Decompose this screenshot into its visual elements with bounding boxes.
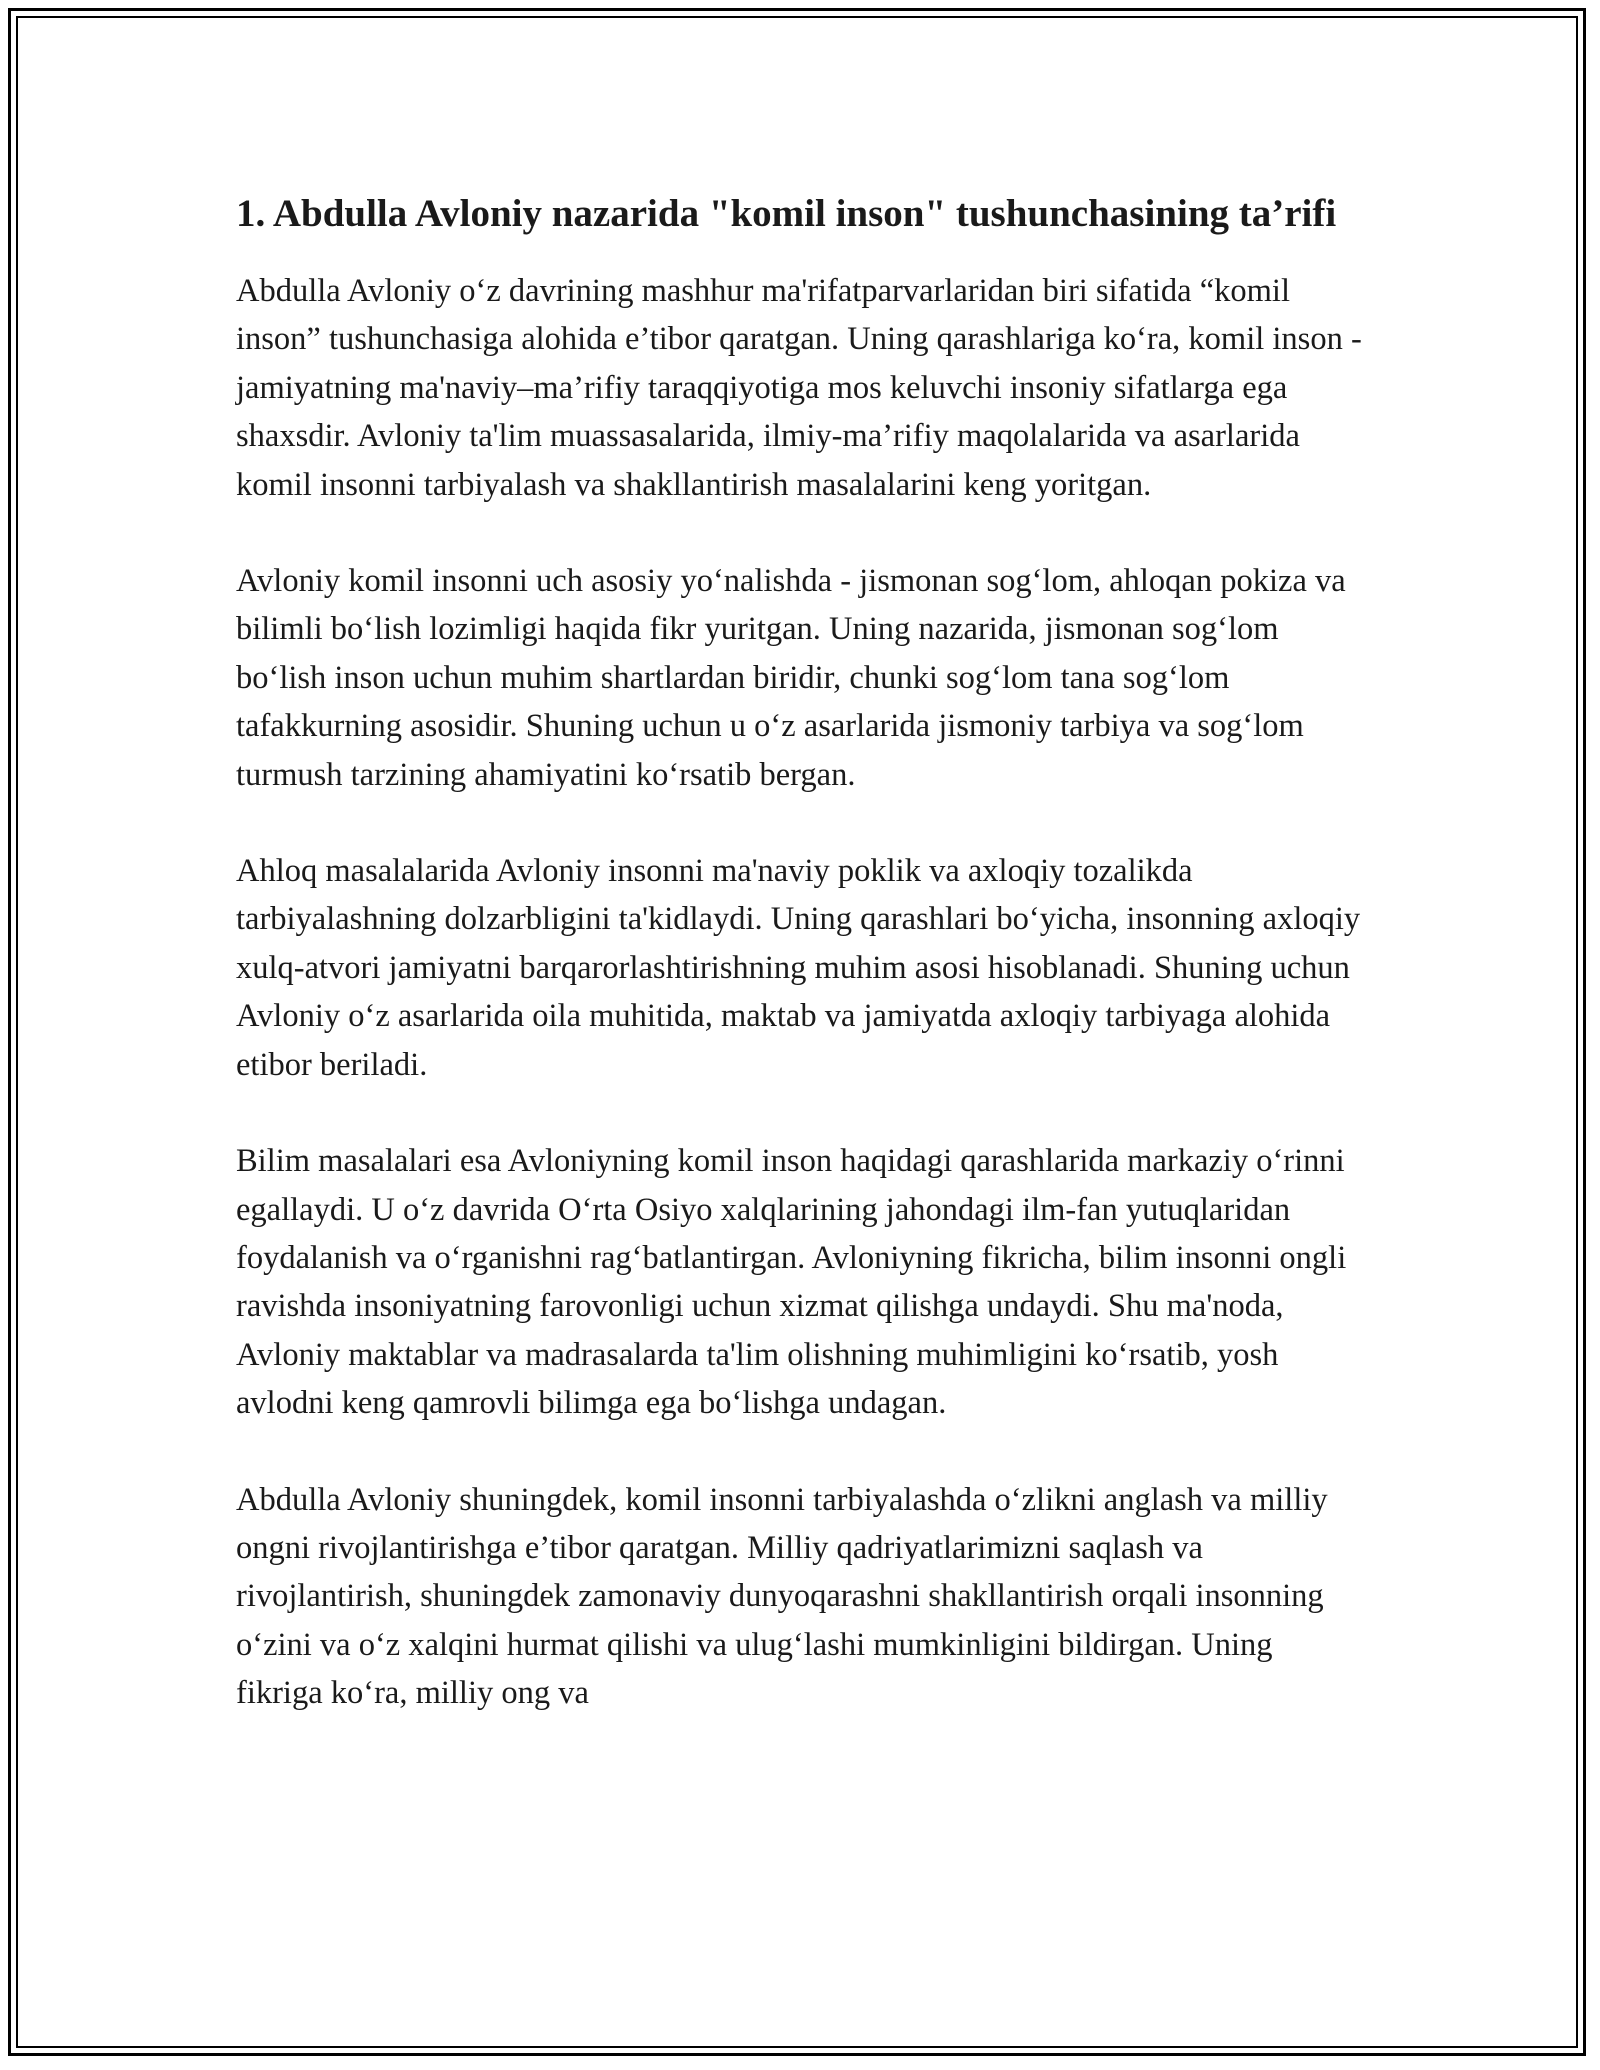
paragraph-1: Abdulla Avloniy o‘z davrining mashhur ma'rifatparvarlaridan biri sifatida “komil inson” tushunchasiga alohida e’tibor qaratgan. Uning qarashlariga ko‘ra, komil inson - jamiyatning ma'naviy–ma’rifiy taraqqiyotiga mos keluvchi insoniy sifatlarga ega shaxsdir. Avloniy ta'lim muassasalarida, ilmiy-ma’rifiy maqolalarida va asarlarida komil insonni tarbiyalash va shakllantirish masalalarini keng yoritgan. (236, 273, 1362, 503)
paragraph-4: Bilim masalalari esa Avloniyning komil inson haqidagi qarashlarida markaziy o‘rinni egallaydi. U o‘z davrida O‘rta Osiyo xalqlarining jahondagi ilm-fan yutuqlaridan foydalanish va o‘rganishni rag‘batlantirgan. Avloniyning fikricha, bilim insonni ongli ravishda insoniyatning farovonligi uchun xizmat qilishga undaydi. Shu ma'noda, Avloniy maktablar va madrasalarda ta'lim olishning muhimligini ko‘rsatib, yosh avlodni keng qamrovli bilimga ega bo‘lishga undagan. (236, 1143, 1347, 1422)
document-body (236, 186, 1366, 1766)
section-heading: 1. Abdulla Avloniy nazarida "komil inson" tushunchasining ta’rifi (236, 192, 1337, 235)
paragraph-2: Avloniy komil insonni uch asosiy yo‘nalishda - jismonan sog‘lom, ahloqan pokiza va bilimli bo‘lish lozimligi haqida fikr yuritgan. Uning nazarida, jismonan sog‘lom bo‘lish inson uchun muhim shartlardan biridir, chunki sog‘lom tana sog‘lom tafakkurning asosidir. Shuning uchun u o‘z asarlarida jismoniy tarbiya va sog‘lom turmush tarzining ahamiyatini ko‘rsatib bergan. (236, 563, 1346, 793)
paragraph-5: Abdulla Avloniy shuningdek, komil insonni tarbiyalashda o‘zlikni anglash va milliy ongni rivojlantirishga e’tibor qaratgan. Milliy qadriyatlarimizni saqlash va rivojlantirish, shuningdek zamonaviy dunyoqarashni shakllantirish orqali insonning o‘zini va o‘z xalqini hurmat qilishi va ulug‘lashi mumkinligini bildirgan. Uning fikriga ko‘ra, milliy ong va (236, 1481, 1328, 1712)
paragraph-3: Ahloq masalalarida Avloniy insonni ma'naviy poklik va axloqiy tozalikda tarbiyalashning dolzarbligini ta'kidlaydi. Uning qarashlari bo‘yicha, insonning axloqiy xulq-atvori jamiyatni barqarorlashtirishning muhim asosi hisoblanadi. Shuning uchun Avloniy o‘z asarlarida oila muhitida, maktab va jamiyatda axloqiy tarbiyaga alohida etibor beriladi. (236, 853, 1361, 1083)
